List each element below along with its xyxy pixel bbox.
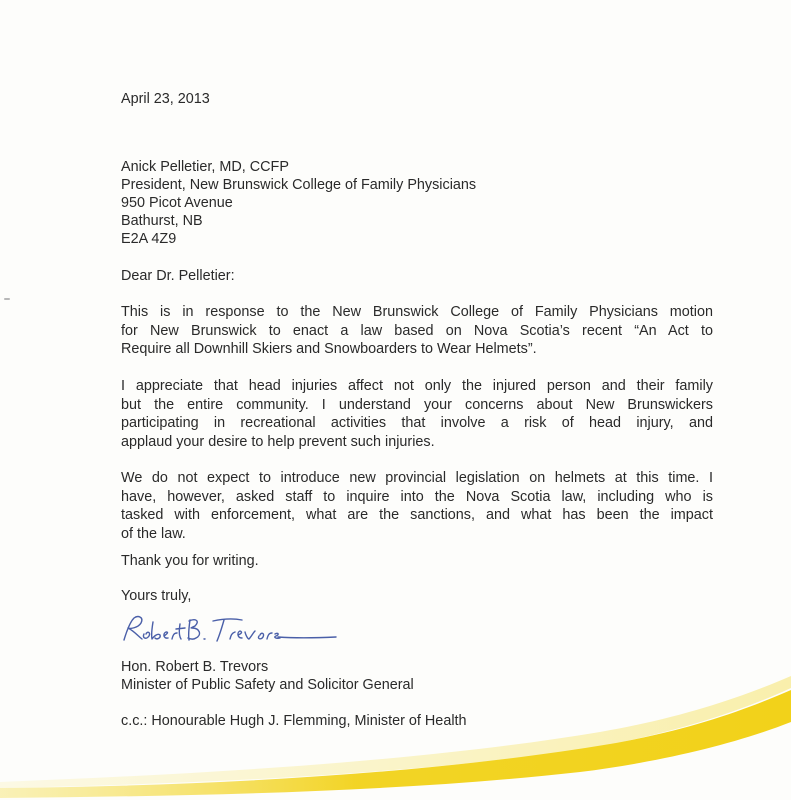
paragraph-line: applaud your desire to help prevent such injuries. (121, 433, 435, 450)
paragraph-line: participating in recreational activities that involve a risk of head injury, and (121, 415, 713, 431)
cc-line: c.c.: Honourable Hugh J. Flemming, Minister of Health (121, 713, 467, 729)
recipient-name: Anick Pelletier, MD, CCFP (121, 159, 289, 175)
recipient-city: Bathurst, NB (121, 213, 203, 229)
paragraph-line: We do not expect to introduce new provincial legislation on helmets at this time. I (121, 470, 713, 486)
paragraph-line: have, however, asked staff to inquire into the Nova Scotia law, including who is (121, 488, 713, 505)
closing-line: Yours truly, (121, 588, 192, 604)
salutation: Dear Dr. Pelletier: (121, 268, 235, 284)
body-paragraph-2 (121, 377, 713, 451)
scan-speck (4, 298, 10, 300)
paragraph-line: of the law. (121, 525, 186, 542)
paragraph-line: This is in response to the New Brunswick College of Family Physicians motion (121, 304, 713, 320)
signer-title: Minister of Public Safety and Solicitor General (121, 677, 414, 693)
thanks-line: Thank you for writing. (121, 553, 259, 569)
recipient-street: 950 Picot Avenue (121, 195, 233, 211)
paragraph-line: I appreciate that head injuries affect not only the injured person and their family (121, 378, 713, 394)
paragraph-line: but the entire community. I understand your concerns about New Brunswickers (121, 396, 713, 413)
signer-name: Hon. Robert B. Trevors (121, 659, 269, 675)
paragraph-line: Require all Downhill Skiers and Snowboarders to Wear Helmets”. (121, 341, 537, 357)
yellow-swoosh-decoration-icon (0, 670, 791, 800)
paragraph-line: tasked with enforcement, what are the sanctions, and what has been the impact (121, 507, 713, 523)
body-paragraph-1 (121, 303, 713, 359)
recipient-postal: E2A 4Z9 (121, 231, 177, 247)
handwritten-signature-icon (118, 612, 348, 648)
body-paragraph-3 (121, 469, 713, 543)
letter-date: April 23, 2013 (121, 91, 210, 107)
paragraph-line: for New Brunswick to enact a law based on Nova Scotia’s recent “An Act to (121, 322, 713, 339)
recipient-title: President, New Brunswick College of Family Physicians (121, 177, 477, 193)
